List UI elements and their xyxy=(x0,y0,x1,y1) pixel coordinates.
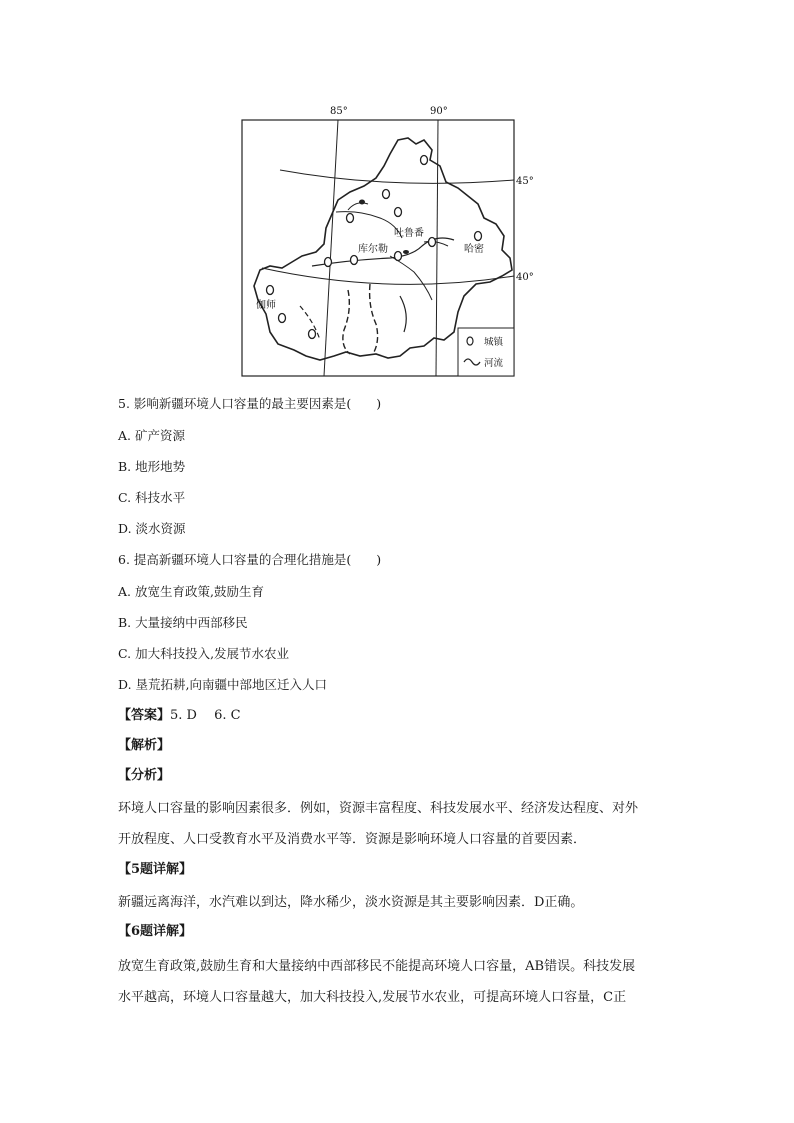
town-marker xyxy=(325,258,332,267)
river xyxy=(348,203,368,210)
answer-tag: 【答案】 xyxy=(118,708,171,723)
fenxi-line-2: 开放程度、人口受教育水平及消费水平等．资源是影响环境人口容量的首要因素． xyxy=(118,832,587,847)
legend-town-label: 城镇 xyxy=(484,337,504,348)
q6-option-c: C. 加大科技投入,发展节水农业 xyxy=(118,646,290,661)
river xyxy=(390,256,432,300)
q6-option-d: D. 垦荒拓耕,向南疆中部地区迁入人口 xyxy=(118,677,327,692)
answer-text: 5. D 6. C xyxy=(170,708,241,723)
question-6-stem: 6. 提高新疆环境人口容量的合理化措施是( ) xyxy=(118,552,382,567)
q5-option-b: B. 地形地势 xyxy=(118,459,186,474)
town-marker xyxy=(429,238,436,247)
town-marker xyxy=(351,256,358,265)
town-marker xyxy=(475,232,482,241)
q5-option-a: A. 矿产资源 xyxy=(118,428,185,443)
town-marker xyxy=(395,252,402,261)
lat-label-45: 45° xyxy=(516,176,534,187)
q5-option-c: C. 科技水平 xyxy=(118,490,186,505)
town-marker xyxy=(395,208,402,217)
town-marker xyxy=(421,156,428,165)
river xyxy=(370,284,378,352)
river xyxy=(336,212,402,238)
analysis-tag: 【解析】 xyxy=(118,738,171,753)
city-label-turpan: 吐鲁番 xyxy=(394,228,424,239)
xinjiang-map-figure xyxy=(240,100,534,382)
town-marker xyxy=(383,190,390,199)
parallel-45 xyxy=(280,170,514,183)
town-marker xyxy=(347,214,354,223)
q5-option-d: D. 淡水资源 xyxy=(118,521,186,536)
river xyxy=(400,296,406,332)
detail-6-line-1: 放宽生育政策,鼓励生育和大量接纳中西部移民不能提高环境人口容量，AB错误。科技发展 xyxy=(118,959,636,974)
detail-6-tag: 【6题详解】 xyxy=(118,924,193,939)
lon-label-85: 85° xyxy=(330,106,348,117)
lon-label-90: 90° xyxy=(430,106,448,117)
lake xyxy=(403,250,409,254)
parallel-40 xyxy=(262,268,514,284)
legend-town-icon xyxy=(467,337,473,345)
detail-5-tag: 【5题详解】 xyxy=(118,862,193,877)
question-5-stem: 5. 影响新疆环境人口容量的最主要因素是( ) xyxy=(118,396,382,411)
town-marker xyxy=(279,314,286,323)
meridian-90 xyxy=(436,120,438,376)
detail-6-line-2: 水平越高，环境人口容量越大，加大科技投入,发展节水农业，可提高环境人口容量，C正 xyxy=(118,990,627,1005)
lake xyxy=(359,200,365,205)
q6-option-a: A. 放宽生育政策,鼓励生育 xyxy=(118,584,264,599)
city-label-hami: 哈密 xyxy=(464,244,484,255)
town-marker xyxy=(267,286,274,295)
meridian-85 xyxy=(324,120,338,376)
detail-5-text: 新疆远离海洋，水汽难以到达，降水稀少，淡水资源是其主要影响因素．D正确。 xyxy=(118,895,584,910)
fenxi-tag: 【分析】 xyxy=(118,768,171,783)
fenxi-line-1: 环境人口容量的影响因素很多．例如，资源丰富程度、科技发展水平、经济发达程度、对外 xyxy=(118,801,639,816)
city-label-jiashi: 伽师 xyxy=(256,300,276,311)
q6-option-b: B. 大量接纳中西部移民 xyxy=(118,615,248,630)
lat-label-40: 40° xyxy=(516,272,534,283)
legend-river-label: 河流 xyxy=(484,358,504,369)
town-marker xyxy=(309,330,316,339)
city-label-korla: 库尔勒 xyxy=(358,244,388,255)
river xyxy=(343,290,350,354)
answer-line xyxy=(118,708,241,724)
